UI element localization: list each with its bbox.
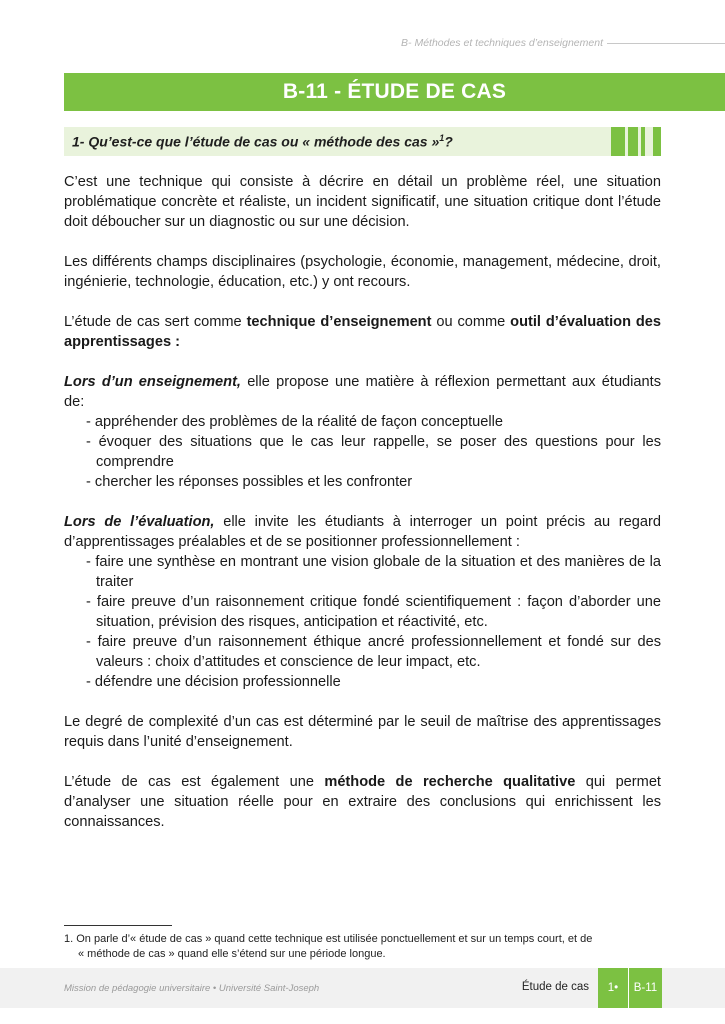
footer-institution: Mission de pédagogie universitaire • Université Saint-Joseph (64, 983, 320, 994)
paragraph-evaluation: Lors de l’évaluation, elle invite les étudiants à interroger un point précis au regard d’apprentissages préalables et de se positionner professionnellement : (64, 514, 661, 550)
running-header (395, 37, 725, 49)
section-heading (64, 127, 661, 156)
body-content (64, 172, 661, 852)
section-decoration (611, 127, 661, 156)
footer-page-number: 1• (598, 968, 628, 1008)
running-header-rule (607, 43, 725, 44)
deco-bar (628, 127, 638, 156)
list-item: - faire une synthèse en montrant une vision globale de la situation et des manières de la traiter (64, 552, 661, 592)
paragraph-definition: C’est une technique qui consiste à décrire en détail un problème réel, une situation problématique concrète et réaliste, un incident significatif, une situation critique dont l’étude doit déboucher sur un diagnostic ou sur une décision. (64, 174, 661, 230)
paragraph-fields: Les différents champs disciplinaires (psychologie, économie, management, médecine, droit, ingénierie, technologie, éducation, etc.) y ont recours. (64, 254, 661, 290)
footnote (64, 932, 663, 962)
running-header-title: B- Méthodes et techniques d’enseignement (401, 37, 603, 49)
teaching-list (64, 412, 661, 492)
list-item: - appréhender des problèmes de la réalité de façon conceptuelle (64, 412, 661, 432)
deco-bar (653, 127, 661, 156)
footer-topic: Étude de cas (521, 981, 589, 993)
paragraph-complexity: Le degré de complexité d’un cas est déterminé par le seuil de maîtrise des apprentissages requis dans l’unité d’enseignement. (64, 714, 661, 750)
evaluation-list (64, 552, 661, 692)
paragraph-uses: L’étude de cas sert comme technique d’enseignement ou comme outil d’évaluation des apprentissages : (64, 314, 662, 350)
section-title: 1- Qu’est-ce que l’étude de cas ou « méthode des cas »$^1$? (72, 133, 453, 150)
page-title: B-11 - ÉTUDE DE CAS (64, 73, 725, 111)
footnote-line: « méthode de cas » quand elle s’étend sur une période longue. (78, 948, 386, 960)
footnote-line: 1. On parle d’« étude de cas » quand cette technique est utilisée ponctuellement et sur un temps court, et de (64, 933, 593, 945)
footnote-rule (64, 925, 172, 926)
paragraph-teaching: Lors d’un enseignement, elle propose une matière à réflexion permettant aux étudiants de: (64, 374, 661, 410)
footer-section-code: B-11 (628, 968, 662, 1008)
list-item: - chercher les réponses possibles et les confronter (64, 472, 661, 492)
footnote-ref[interactable]: 1 (439, 133, 445, 144)
list-item: - faire preuve d’un raisonnement éthique ancré professionnellement et fondé sur des valeurs : choix d’attitudes et conscience de leur impact, etc. (64, 632, 661, 672)
list-item: - évoquer des situations que le cas leur rappelle, se poser des questions pour les comprendre (64, 432, 661, 472)
deco-bar (611, 127, 625, 156)
list-item: - faire preuve d’un raisonnement critique fondé scientifiquement : façon d’aborder une situation, prévision des risques, anticipation et réactivité, etc. (64, 592, 661, 632)
list-item: - défendre une décision professionnelle (64, 672, 661, 692)
page-footer (0, 968, 725, 1008)
paragraph-research: L’étude de cas est également une méthode de recherche qualitative qui permet d’analyser une situation réelle pour en extraire des conclusions qui enrichissent les connaissances. (64, 774, 661, 830)
